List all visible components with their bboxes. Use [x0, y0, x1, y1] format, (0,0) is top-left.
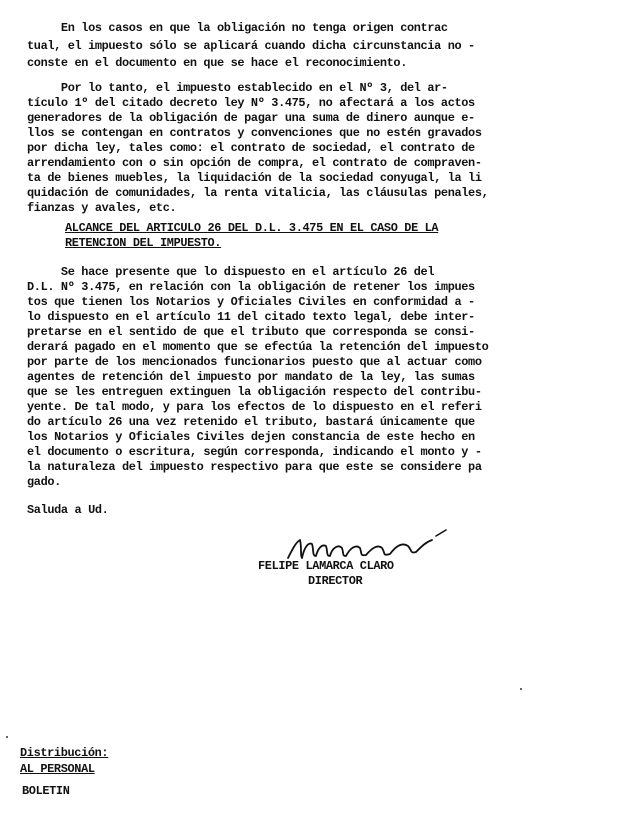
distribution-item: AL PERSONAL — [20, 762, 95, 776]
paragraph2-line: por dicha ley, tales como: el contrato de sociedad, el contrato de — [27, 141, 475, 155]
paragraph1-line: En los casos en que la obligación no tenga origen contrac — [27, 21, 448, 35]
paragraph2-line: generadores de la obligación de pagar una suma de dinero aunque e- — [27, 111, 475, 125]
paragraph2-line: arrendamiento con o sin opción de compra, el contrato de compraven- — [27, 156, 482, 170]
closing-text: Saluda a Ud. — [27, 503, 109, 517]
paragraph3-line: Se hace presente que lo dispuesto en el artículo 26 del — [27, 265, 435, 279]
paragraph3-line: por parte de los mencionados funcionarios puesto que al actuar como — [27, 355, 482, 369]
stray-mark — [6, 736, 8, 738]
paragraph1-line: conste en el documento en que se hace el reconocimiento. — [27, 56, 407, 70]
paragraph3-line: lo dispuesto en el artículo 11 del citado texto legal, debe inter- — [27, 310, 475, 324]
paragraph3-line: pretarse en el sentido de que el tributo que corresponda se consi- — [27, 325, 475, 339]
signer-name: FELIPE LAMARCA CLARO — [258, 559, 394, 573]
paragraph2-line: tículo 1º del citado decreto ley Nº 3.475, no afectará a los actos — [27, 96, 475, 110]
paragraph3-line: yente. De tal modo, y para los efectos de lo dispuesto en el referi — [27, 400, 482, 414]
distribution-label: Distribución: — [20, 746, 109, 760]
paragraph2-line: llos se contengan en contratos y convenciones que no estén gravados — [27, 126, 482, 140]
stray-mark — [520, 688, 522, 690]
paragraph3-line: derará pagado en el momento que se efectúa la retención del impuesto — [27, 340, 489, 354]
signer-title: DIRECTOR — [308, 574, 363, 588]
paragraph1-line: tual, el impuesto sólo se aplicará cuando dicha circunstancia no - — [27, 39, 475, 53]
paragraph3-line: los Notarios y Oficiales Civiles dejen constancia de este hecho en — [27, 430, 475, 444]
section-heading: ALCANCE DEL ARTICULO 26 DEL D.L. 3.475 EN EL CASO DE LA — [65, 221, 439, 235]
paragraph2-line: Por lo tanto, el impuesto establecido en el Nº 3, del ar- — [27, 81, 448, 95]
paragraph3-line: gado. — [27, 475, 61, 489]
paragraph3-line: la naturaleza del impuesto respectivo para que este se considere pa — [27, 460, 482, 474]
paragraph3-line: que se les entreguen extinguen la obligación respecto del contribu- — [27, 385, 482, 399]
paragraph2-line: quidación de comunidades, la renta vitalicia, las cláusulas penales, — [27, 186, 489, 200]
paragraph3-line: do artículo 26 una vez retenido el tributo, bastará únicamente que — [27, 415, 475, 429]
paragraph3-line: agentes de retención del impuesto por mandato de la ley, las sumas — [27, 370, 475, 384]
distribution-item: BOLETIN — [22, 784, 70, 798]
paragraph3-line: D.L. Nº 3.475, en relación con la obligación de retener los impues — [27, 280, 475, 294]
paragraph3-line: tos que tienen los Notarios y Oficiales Civiles en conformidad a - — [27, 295, 475, 309]
paragraph2-line: fianzas y avales, etc. — [27, 201, 177, 215]
paragraph2-line: ta de bienes muebles, la liquidación de la sociedad conyugal, la li — [27, 171, 482, 185]
section-heading: RETENCION DEL IMPUESTO. — [65, 236, 222, 250]
paragraph3-line: el documento o escritura, según corresponda, indicando el monto y - — [27, 445, 482, 459]
